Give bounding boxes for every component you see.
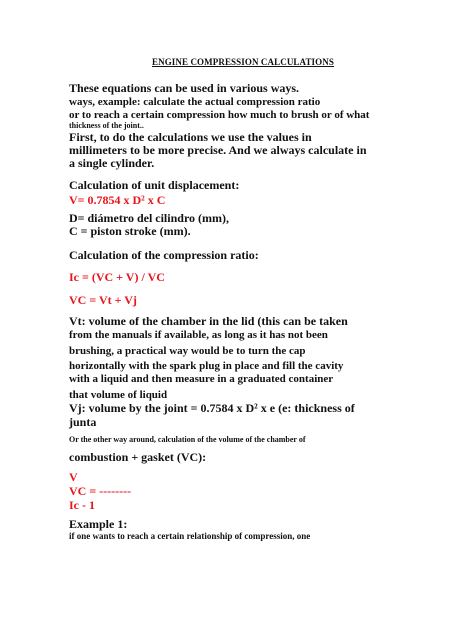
first-line-3: a single cylinder. [69,156,155,170]
unit-displacement-heading: Calculation of unit displacement: [69,178,240,192]
vt-description-line-1: Vt: volume of the chamber in the lid (this can be taken [69,314,348,328]
combustion-gasket-line: combustion + gasket (VC): [69,450,207,464]
intro-line-2: ways, example: calculate the actual compression ratio [69,96,321,108]
fraction-line: VC = -------- [69,484,132,498]
vt-description-line-2: from the manuals if available, as long as it has not been [69,329,328,341]
example-heading: Example 1: [69,517,128,531]
fraction-denominator: Ic - 1 [69,498,95,512]
example-text: if one wants to reach a certain relationship of compression, one [69,531,311,541]
vj-description-line-1: Vj: volume by the joint = 0.7584 x D² x e (e: thickness of [69,401,355,415]
intro-line-1: These equations can be used in various ways. [69,81,300,95]
compression-ratio-formula: Ic = (VC + V) / VC [69,270,165,284]
fraction-numerator: V [69,470,78,484]
vt-description-line-5: with a liquid and then measure in a graduated container [69,373,334,385]
compression-ratio-heading: Calculation of the compression ratio: [69,248,259,262]
unit-displacement-formula: V= 0.7854 x D² x C [69,193,166,207]
vt-description-line-3: brushing, a practical way would be to turn the cap [69,345,306,357]
document-title: ENGINE COMPRESSION CALCULATIONS [152,57,334,67]
chamber-volume-formula: VC = Vt + Vj [69,293,137,307]
first-line-2: millimeters to be more precise. And we always calculate in [69,143,367,157]
definition-c: C = piston stroke (mm). [69,224,191,238]
other-way-line: Or the other way around, calculation of the volume of the chamber of [69,435,306,444]
first-line-1: First, to do the calculations we use the values in [69,130,312,144]
intro-line-4: thickness of the joint.. [69,121,144,130]
vj-description-line-2: junta [69,415,97,429]
intro-line-3: or to reach a certain compression how much to brush or of what [69,109,370,121]
vt-description-line-6: that volume of liquid [69,389,168,401]
definition-d: D= diámetro del cilindro (mm), [69,211,230,225]
vt-description-line-4: horizontally with the spark plug in place and fill the cavity [69,360,344,372]
